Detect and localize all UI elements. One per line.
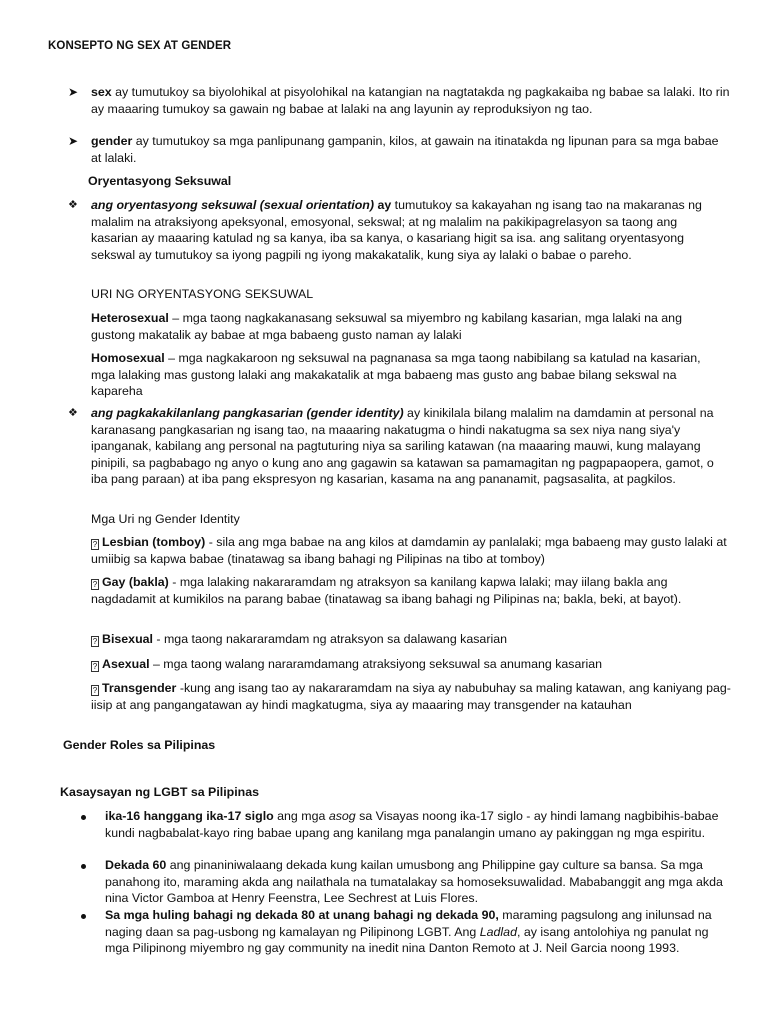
sexual-orientation-text: tumutukoy sa kakayahan ng isang tao na makaranas ng malalim na atraksiyong apeksyonal, emosyonal, sekswal; at ng malalim na pakikipagrelasyon sa taong ang kasarian ay maaaring katulad ng sa kanya, iba sa kanya, o kasariang higit sa isa. ang salitang oryentasyong sekswal ay tumutukoy sa iyong pagpili ng iyong makakatalik, kung siya ay lalaki o babae o pareho. [91, 198, 702, 262]
term-gender-identity: ang pagkakakilanlang pangkasarian (gender identity) [91, 406, 404, 420]
heterosexual-text: – mga taong nagkakanasang seksuwal sa miyembro ng kabilang kasarian, mga lalaki na ang gustong makatalik ay babae at mga babaeng gusto naman ay lalaki [91, 311, 682, 342]
missing-glyph-icon: ? [92, 540, 98, 549]
term-gay: Gay (bakla) [102, 575, 169, 589]
term-gender: gender [91, 134, 133, 148]
missing-glyph-icon: ? [92, 662, 98, 671]
heading-mga-uri-ng-gender-identity: Mga Uri ng Gender Identity [91, 512, 240, 526]
history-text: sa Visayas noong ika-17 siglo - ay hindi lamang nagbibihis-babae kundi nagbabalat-kayo ring babae upang ang kanilang mga panalangin umano ay pakinggan ng mga espiritu. [105, 809, 719, 840]
history-item-dekada-80-90 [105, 907, 730, 957]
history-pre: ang mga [273, 809, 329, 823]
history-term: ika-16 hanggang ika-17 siglo [105, 809, 274, 823]
transgender-text: -kung ang isang tao ay nakararamdam na siya ay nabubuhay sa maling katawan, ang kaniyang pag-iisip at ang pangangatawan ay hindi magkatugma, siya ay maaaring may transgender na katauhan [91, 681, 731, 712]
gay-text: - mga lalaking nakararamdam ng atraksyon sa kanilang kapwa lalaki; may iilang bakla ang nagdadamit at kumikilos na parang babae (tinatawag sa ibang bahagi ng Pilipinas na; bakla, beki, at bayot). [91, 575, 682, 606]
bisexual-text: - mga taong nakararamdam ng atraksyon sa dalawang kasarian [152, 632, 507, 646]
homosexual-text: – mga nagkakaroon ng seksuwal na pagnanasa sa mga taong nabibilang sa katulad na kasarian, mga lalaking mas gustong lalaki ang makakatalik at mga babaeng mas gusto ang babae bilang sekswal na kapareha [91, 351, 701, 398]
heading-kasaysayan-ng-lgbt: Kasaysayan ng LGBT sa Pilipinas [60, 785, 260, 799]
gi-item-bisexual [91, 631, 731, 648]
term-sex: sex [91, 85, 112, 99]
history-term: Dekada 60 [105, 858, 167, 872]
bullet-dot-icon [81, 808, 95, 825]
gender-identity-text: ay kinikilala bilang malalim na damdamin at personal na karanasang pangkasarian ng isang tao, na maaaring nakatugma o hindi nakatugma sa sex niya nang siya'y ipanganak, kabilang ang personal na pagtuturing niya sa sariling katawan (na maaaring mauwi, kung malayang pinipili, sa pagbabago ng anyo o kung ano ang gagawin sa katawan sa pamamagitan ng pagpapaopera, gamot, o iba pang paraan) at iba pang ekspresyon ng kasarian, kasama na ang pananamit, pagsasalita, at pagkilos. [91, 406, 714, 486]
history-item-ika-16 [105, 808, 730, 841]
bullet-dot-icon [81, 857, 95, 874]
definition-gender [91, 133, 731, 166]
term-suffix: ay [374, 198, 392, 212]
term-homosexual: Homosexual [91, 351, 165, 365]
heading-uri-ng-oryentasyong-seksuwal: URI NG ORYENTASYONG SEKSUWAL [91, 287, 314, 301]
gi-item-lesbian [91, 534, 731, 567]
history-term: Sa mga huling bahagi ng dekada 80 at unang bahagi ng dekada 90, [105, 908, 499, 922]
diamond-bullet-icon: ❖ [68, 407, 78, 419]
history-text: ang pinaniniwalaang dekada kung kailan umusbong ang Philippine gay culture sa bansa. Sa mga panahong ito, maraming akda ang nailathala na tumatalakay sa homoseksuwalidad. Mababanggit ang mga akda nina Victor Gamboa at Henry Feenstra, Lee Sechrest at Luis Flores. [105, 858, 723, 905]
term-heterosexual: Heterosexual [91, 311, 169, 325]
term-sexual-orientation: ang oryentasyong seksuwal (sexual orientation) [91, 198, 374, 212]
history-item-dekada-60 [105, 857, 730, 907]
heading-oryentasyong-seksuwal: Oryentasyong Seksuwal [88, 174, 232, 188]
document-title: KONSEPTO NG SEX AT GENDER [48, 40, 232, 52]
gi-item-asexual [91, 656, 731, 673]
definition-sex [91, 84, 731, 117]
arrow-bullet-icon: ➤ [68, 134, 79, 148]
history-text: , ay isang antolohiya ng panulat ng mga Pilipinong miyembro ng gay community na inedit nina Danton Remoto at J. Neil Garcia noong 1993. [105, 924, 709, 955]
term-lesbian: Lesbian (tomboy) [102, 535, 206, 549]
term-asexual: Asexual [102, 657, 150, 671]
missing-glyph-icon: ? [92, 580, 98, 589]
definition-gender-text: ay tumutukoy sa mga panlipunang gampanin, kilos, at gawain na itinatakda ng lipunan para sa mga babae at lalaki. [91, 134, 719, 165]
gi-item-transgender [91, 680, 731, 713]
missing-glyph-icon: ? [92, 686, 98, 695]
bullet-dot-icon [81, 907, 95, 924]
term-bisexual: Bisexual [102, 632, 153, 646]
term-transgender: Transgender [102, 681, 177, 695]
diamond-bullet-icon: ❖ [68, 199, 78, 211]
history-italic: Ladlad [479, 924, 517, 939]
heterosexual-definition [91, 310, 721, 343]
history-italic: asog [328, 809, 356, 823]
asexual-text: – mga taong walang nararamdamang atraksiyong seksuwal sa anumang kasarian [149, 657, 603, 671]
lesbian-text: - sila ang mga babae na ang kilos at damdamin ay panlalaki; mga babaeng may gusto lalaki at umiibig sa kapwa babae (tinatawag sa ibang bahagi ng Pilipinas na tibo at tomboy) [91, 535, 727, 566]
history-pre: maraming pagsulong ang inilunsad na naging daan sa pag-usbong ng kamalayan ng Pilipinong LGBT. Ang [105, 908, 712, 939]
definition-sex-text: ay tumutukoy sa biyolohikal at pisyolohikal na katangian na nagtatakda ng pagkakaiba ng babae sa lalaki. Ito rin ay maaaring tumukoy sa gawain ng babae at lalaki na ang layunin ay reproduksiyon ng tao. [91, 85, 730, 116]
arrow-bullet-icon: ➤ [68, 85, 79, 99]
sexual-orientation-definition [91, 197, 717, 263]
missing-glyph-icon: ? [92, 637, 98, 646]
gender-identity-definition [91, 405, 731, 488]
gi-item-gay [91, 574, 731, 607]
heading-gender-roles: Gender Roles sa Pilipinas [63, 738, 216, 752]
homosexual-definition [91, 350, 719, 400]
